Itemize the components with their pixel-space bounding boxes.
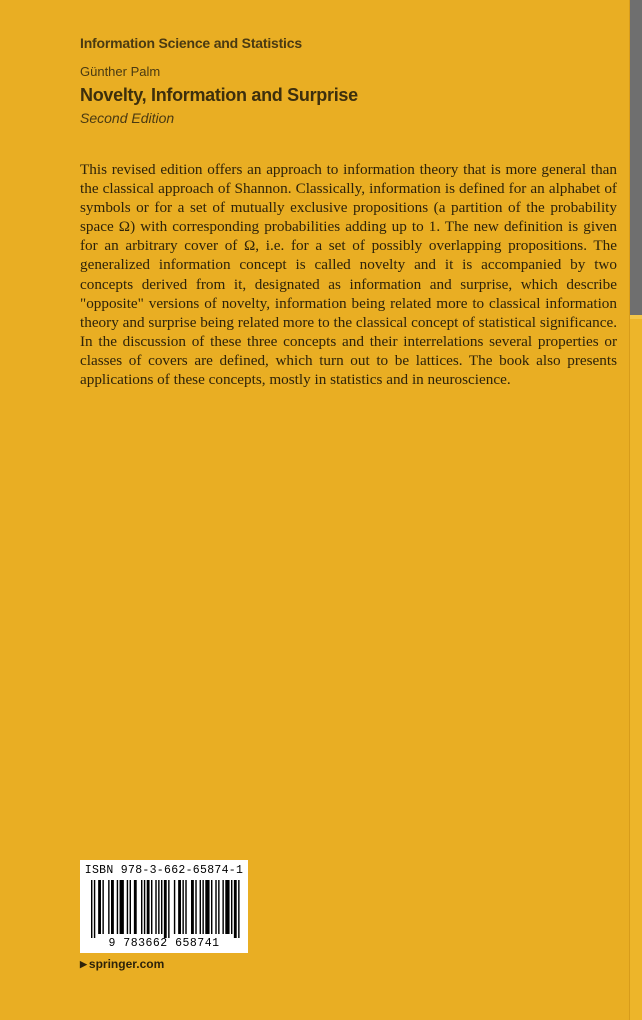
barcode-bar [94,880,95,938]
barcode-bar [102,880,103,934]
barcode-bar [147,880,150,934]
barcode-bar [215,880,216,934]
barcode-bar [174,880,175,934]
barcode-bar [191,880,194,934]
barcode-bar [151,880,152,934]
barcode-bar [225,880,229,934]
barcode-bar [164,880,167,938]
barcode-bar [111,880,114,934]
blurb-text: This revised edition offers an approach to information theory that is more general than the classical approach of Shannon. Classically, information is defined for an alphabet of symbols or for a set of mutually exclusive propositions (a partition of the probability space Ω) with corresponding probabilities adding up to 1. The new definition is given for an arbitrary cover of Ω, i.e. for a set of possibly overlapping propositions. The generalized information concept is called novelty and it is accompanied by two concepts derived from it, designated as information and surprise, which describe "opposite" versions of novelty, information being related more to classical information theory and surprise being related more to the classical concept of statistical significance. In the discussion of these three concepts and their interrelations several properties or classes of covers are defined, which turn out to be lattices. The book also presents applications of these concepts, mostly in statistics and in neuroscience. [80,161,617,389]
barcode-bar [238,880,239,938]
barcode-bar [141,880,142,934]
barcode-bar [158,880,159,934]
barcode-bar [185,880,186,934]
barcode-bar [120,880,124,934]
barcode-bar [200,880,201,934]
barcode-bar [168,880,169,938]
barcode-bar [134,880,137,934]
spine-dark-band [630,0,642,315]
edition-label: Second Edition [80,110,175,126]
barcode-bar [202,880,203,934]
barcode-bar [211,880,212,934]
barcode-bar [234,880,237,938]
barcode-bar [231,880,232,934]
barcode-bar [91,880,92,938]
spine-highlight [630,315,642,319]
barcode-bar [195,880,196,934]
barcode-bar [127,880,128,934]
arrow-right-icon: ▶ [80,959,87,969]
publisher-link[interactable] [80,957,164,971]
barcode-bar [144,880,145,934]
barcode-icon [91,880,241,938]
ean-digits: 9 783662 658741 [108,937,220,950]
barcode-bar [218,880,219,934]
author-name: Günther Palm [80,64,161,79]
barcode-bar [178,880,181,934]
barcode-bar [117,880,118,934]
barcode-bar [182,880,183,934]
barcode-bar [161,880,162,934]
barcode-bar [98,880,101,934]
publisher-link-text: springer.com [88,957,165,971]
barcode-bar [205,880,209,934]
series-name: Information Science and Statistics [80,35,302,51]
isbn-text: ISBN 978-3-662-65874-1 [84,864,244,877]
barcode-bar [155,880,156,934]
barcode-label [80,860,248,953]
barcode-bar [222,880,223,934]
barcode-bar [130,880,131,934]
book-title: Novelty, Information and Surprise [80,85,358,105]
barcode-bar [108,880,109,934]
